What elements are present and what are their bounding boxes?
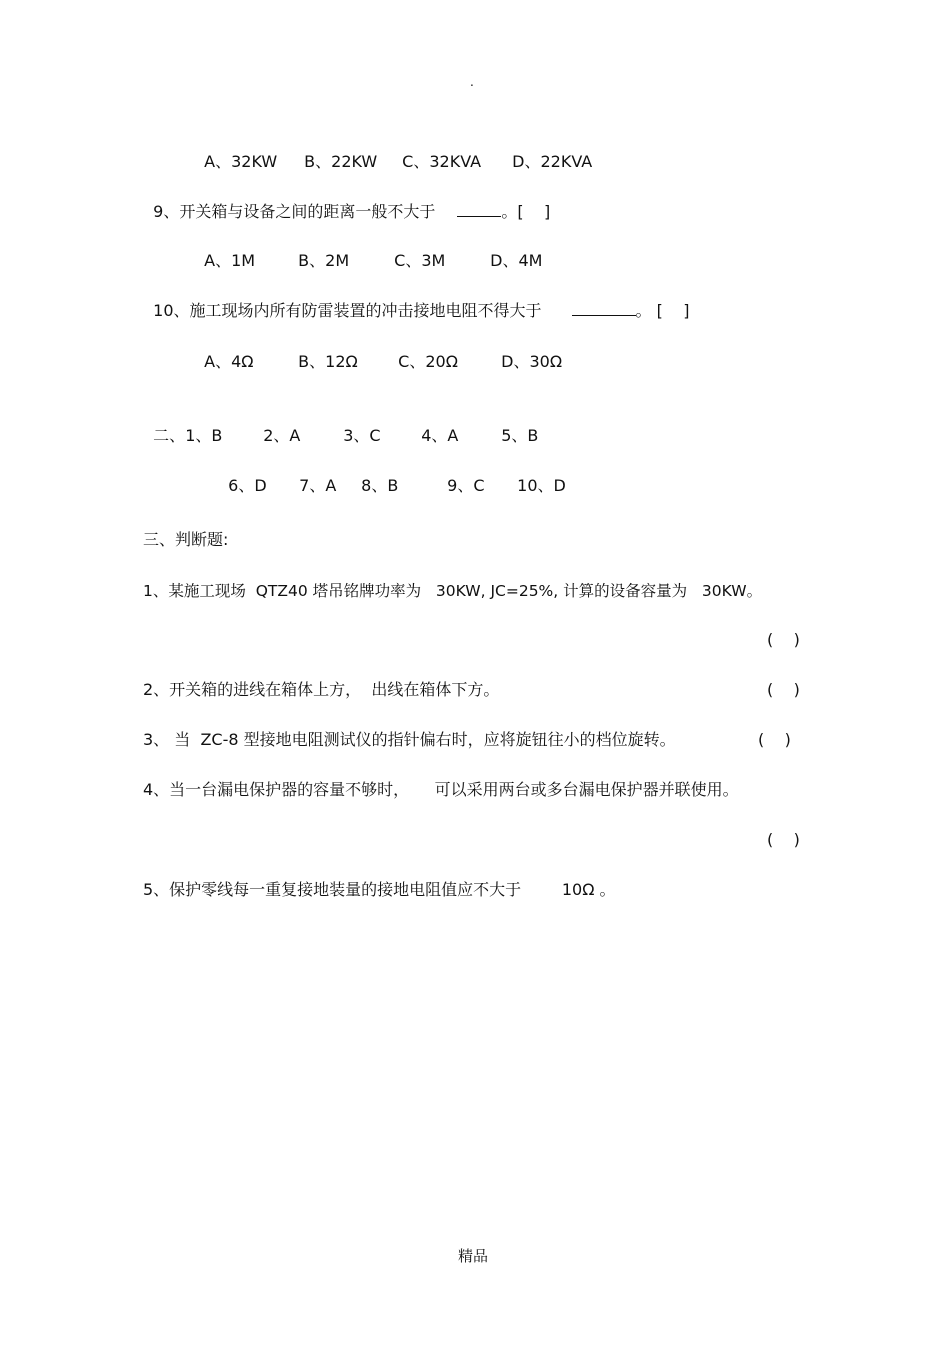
answer-3: 3、C	[343, 426, 381, 445]
question-10-blank	[572, 301, 636, 316]
q9-option-b: B、2M	[298, 251, 350, 270]
answer-4: 4、A	[421, 426, 459, 445]
judgment-item-1-paren: ( )	[767, 630, 800, 649]
judgment-item-2: 2、开关箱的进线在箱体上方， 出线在箱体下方。	[143, 680, 500, 699]
answer-10: 10、D	[517, 476, 566, 495]
answer-7: 7、A	[299, 476, 337, 495]
question-10-tail: 。 [ ]	[635, 301, 690, 320]
answer-2: 2、A	[263, 426, 301, 445]
judgment-item-4-paren: ( )	[767, 830, 800, 849]
question-9-text: 9、开关箱与设备之间的距离一般不大于	[153, 202, 436, 221]
judgment-item-3: 3、 当 ZC-8 型接地电阻测试仪的指针偏右时，应将旋钮往小的档位旋转。	[143, 730, 676, 749]
q8-options	[194, 132, 592, 172]
answers-row-1	[143, 406, 538, 446]
q10-option-d: D、30Ω	[501, 352, 563, 371]
q10-option-b: B、12Ω	[298, 352, 358, 371]
q9-option-d: D、4M	[490, 251, 543, 270]
judgment-item-4: 4、当一台漏电保护器的容量不够时， 可以采用两台或多台漏电保护器并联使用。	[143, 780, 739, 799]
judgment-item-3-paren: ( )	[758, 730, 791, 749]
q9-option-a: A、1M	[204, 251, 256, 270]
judgment-item-5: 5、保护零线每一重复接地装量的接地电阻值应不大于 10Ω 。	[143, 880, 616, 899]
question-9-blank	[457, 202, 501, 217]
answers-label: 二、	[153, 426, 186, 445]
page-header-dot: .	[470, 75, 474, 89]
q10-option-c: C、20Ω	[398, 352, 458, 371]
section-3-title: 三、判断题:	[143, 530, 229, 549]
answer-5: 5、B	[501, 426, 539, 445]
q8-option-c: C、32KVA	[402, 152, 482, 171]
answer-8: 8、B	[361, 476, 399, 495]
q8-option-d: D、22KVA	[512, 152, 593, 171]
q9-option-c: C、3M	[394, 251, 446, 270]
q10-option-a: A、4Ω	[204, 352, 254, 371]
q10-options	[194, 332, 562, 372]
q9-options	[194, 231, 542, 271]
question-9	[143, 182, 550, 222]
page-footer: 精品	[458, 1247, 489, 1265]
answer-9: 9、C	[447, 476, 485, 495]
answer-1: 1、B	[185, 426, 223, 445]
judgment-item-1: 1、某施工现场 QTZ40 塔吊铭牌功率为 30KW, JC=25%, 计算的设备容量为 30KW。	[143, 582, 763, 600]
judgment-item-2-paren: ( )	[767, 680, 800, 699]
q8-option-a: A、32KW	[204, 152, 278, 171]
question-9-tail: 。[ ]	[501, 202, 551, 221]
question-10	[143, 281, 689, 321]
q8-option-b: B、22KW	[304, 152, 378, 171]
answer-6: 6、D	[228, 476, 267, 495]
question-10-text: 10、施工现场内所有防雷装置的冲击接地电阻不得大于	[153, 301, 542, 320]
answers-row-2	[218, 456, 566, 496]
